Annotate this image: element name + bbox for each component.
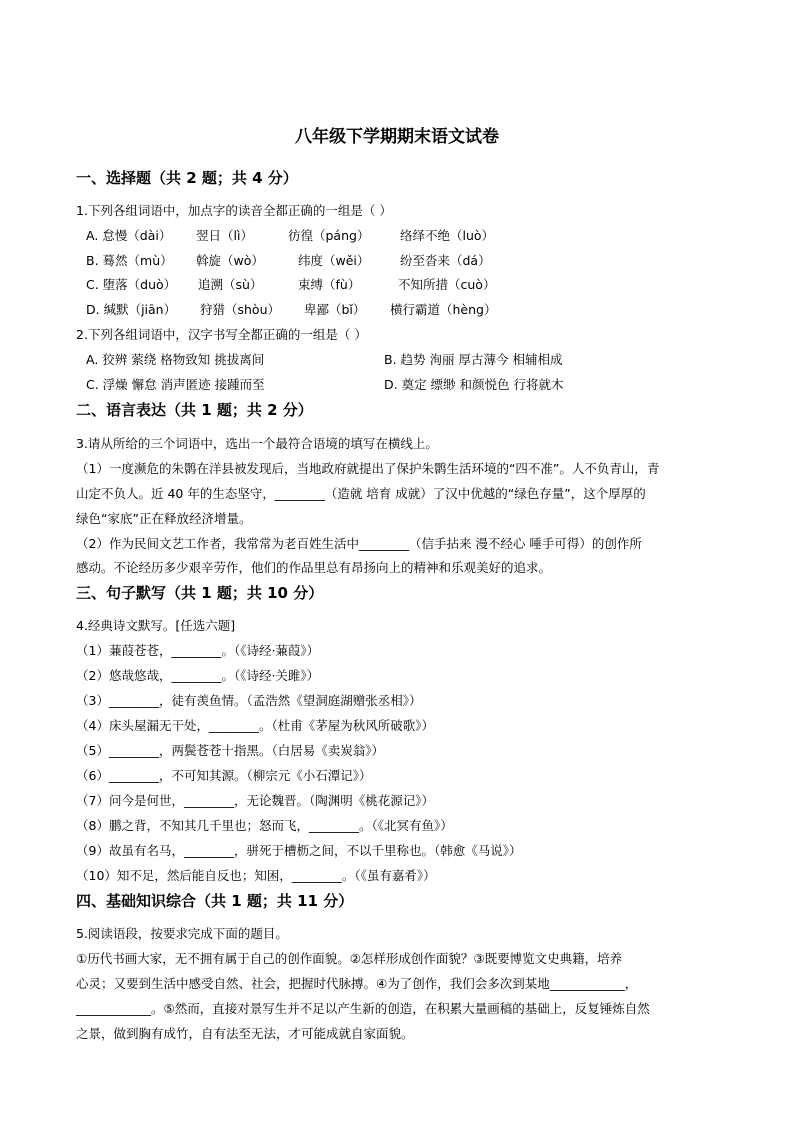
option-word: 不知所措（cuò）: [398, 277, 496, 292]
question-3-part1-line1: （1）一度濒危的朱鹮在洋县被发现后，当地政府就提出了保护朱鹮生活环境的“四不准”。人不负青山，青: [76, 461, 660, 476]
recitation-item: （5）________，两鬓苍苍十指黑。（白居易《卖炭翁》）: [76, 743, 384, 758]
question-5-passage-line4: 之景，做到胸有成竹，自有法至无法，才可能成就自家面貌。: [76, 1026, 414, 1041]
option-word: 追溯（sù）: [198, 277, 263, 292]
question-2-option-b: B. 趋势 洵丽 厚古薄今 相辅相成: [384, 352, 563, 367]
question-2-option-a: A. 狡辨 萦绕 格物致知 挑拔离间: [86, 352, 265, 367]
option-word: 横行霸道（hèng）: [390, 302, 497, 317]
recitation-item: （1）蒹葭苍苍，________。（《诗经·蒹葭》）: [76, 643, 320, 658]
question-5-stem: 5.阅读语段，按要求完成下面的题目。: [76, 926, 288, 941]
option-word: C. 堕落（duò）: [86, 277, 177, 292]
recitation-item: （8）鹏之背，不知其几千里也；怒而飞，________。（《北冥有鱼》）: [76, 818, 453, 833]
question-3-part2-line1: （2）作为民间文艺工作者，我常常为老百姓生活中________（信手拈来 漫不经心 唾手可得）的创作所: [76, 536, 642, 551]
option-word: 斡旋（wò）: [196, 253, 264, 268]
option-word: 束缚（fù）: [298, 277, 361, 292]
question-4-stem: 4.经典诗文默写。[任选六题]: [76, 618, 236, 633]
recitation-item: （9）故虽有名马，________，骈死于槽枥之间，不以千里称也。（韩愈《马说》）: [76, 843, 522, 858]
recitation-item: （6）________，不可知其源。（柳宗元《小石潭记》）: [76, 768, 372, 783]
question-5-passage-line2: 心灵；又要到生活中感受自然、社会，把握时代脉搏。④为了创作，我们会多次到某地____________，: [76, 976, 638, 991]
section-heading-2: 二、语言表达（共 1 题；共 2 分）: [76, 401, 313, 419]
option-word: D. 缄默（jiān）: [86, 302, 177, 317]
recitation-item: （4）床头屋漏无干处，________。（杜甫《茅屋为秋风所破歌》）: [76, 718, 434, 733]
section-heading-3: 三、句子默写（共 1 题；共 10 分）: [76, 584, 324, 602]
option-word: 纬度（wěi）: [298, 253, 370, 268]
question-3-part2-line2: 感动。不论经历多少艰辛劳作，他们的作品里总有昂扬向上的精神和乐观美好的追求。: [76, 560, 552, 575]
option-word: 彷徨（páng）: [288, 228, 370, 243]
page-title: 八年级下学期期末语文试卷: [295, 127, 499, 147]
question-1-option-b: [86, 251, 491, 271]
question-2-stem: 2.下列各组词语中，汉字书写全都正确的一组是（ ）: [76, 327, 367, 342]
question-1-stem: 1.下列各组词语中，加点字的读音全都正确的一组是（ ）: [76, 203, 392, 218]
question-1-option-d: [86, 300, 496, 320]
recitation-item: （7）问今是何世，________，无论魏晋。（陶渊明《桃花源记》）: [76, 793, 434, 808]
question-3-part1-line3: 绿色“家底”正在释放经济增量。: [76, 511, 252, 526]
question-2-option-c: C. 浮燥 懈怠 消声匿迹 接踵而至: [86, 377, 265, 392]
question-1-option-c: [86, 275, 495, 295]
recitation-item: （3）________，徒有羡鱼情。（孟浩然《望洞庭湖赠张丞相》）: [76, 693, 422, 708]
option-word: 纷至沓来（dá）: [400, 253, 491, 268]
recitation-item: （2）悠哉悠哉，________。（《诗经·关雎》）: [76, 668, 320, 683]
recitation-item: （10）知不足，然后能自反也；知困，________。（《虽有嘉肴》）: [76, 868, 436, 883]
question-5-passage-line3: ____________。⑤然而，直接对景写生并不足以产生新的创造，在积累大量画稿的基础上，反复锤炼自然: [76, 1001, 650, 1016]
section-heading-1: 一、选择题（共 2 题；共 4 分）: [76, 169, 298, 187]
option-word: 络绎不绝（luò）: [400, 228, 495, 243]
option-word: 卑鄙（bǐ）: [304, 302, 366, 317]
question-1-option-a: [86, 226, 494, 246]
option-word: A. 怠慢（dài）: [86, 228, 172, 243]
option-word: 狩猎（shòu）: [200, 302, 281, 317]
section-heading-4: 四、基础知识综合（共 1 题；共 11 分）: [76, 892, 354, 910]
question-3-part1-line2: 山定不负人。近 40 年的生态坚守，________（造就 培育 成就）了汉中优越的“绿色存量”，这个厚厚的: [76, 486, 646, 501]
option-word: B. 蓦然（mù）: [86, 253, 173, 268]
question-5-passage-line1: ①历代书画大家，无不拥有属于自己的创作面貌。②怎样形成创作面貌？③既要博览文史典籍，培养: [76, 951, 623, 966]
question-3-stem: 3.请从所给的三个词语中，选出一个最符合语境的填写在横线上。: [76, 436, 438, 451]
option-word: 翌日（lì）: [196, 228, 253, 243]
question-2-option-d: D. 奠定 缥缈 和颜悦色 行将就木: [384, 377, 564, 392]
